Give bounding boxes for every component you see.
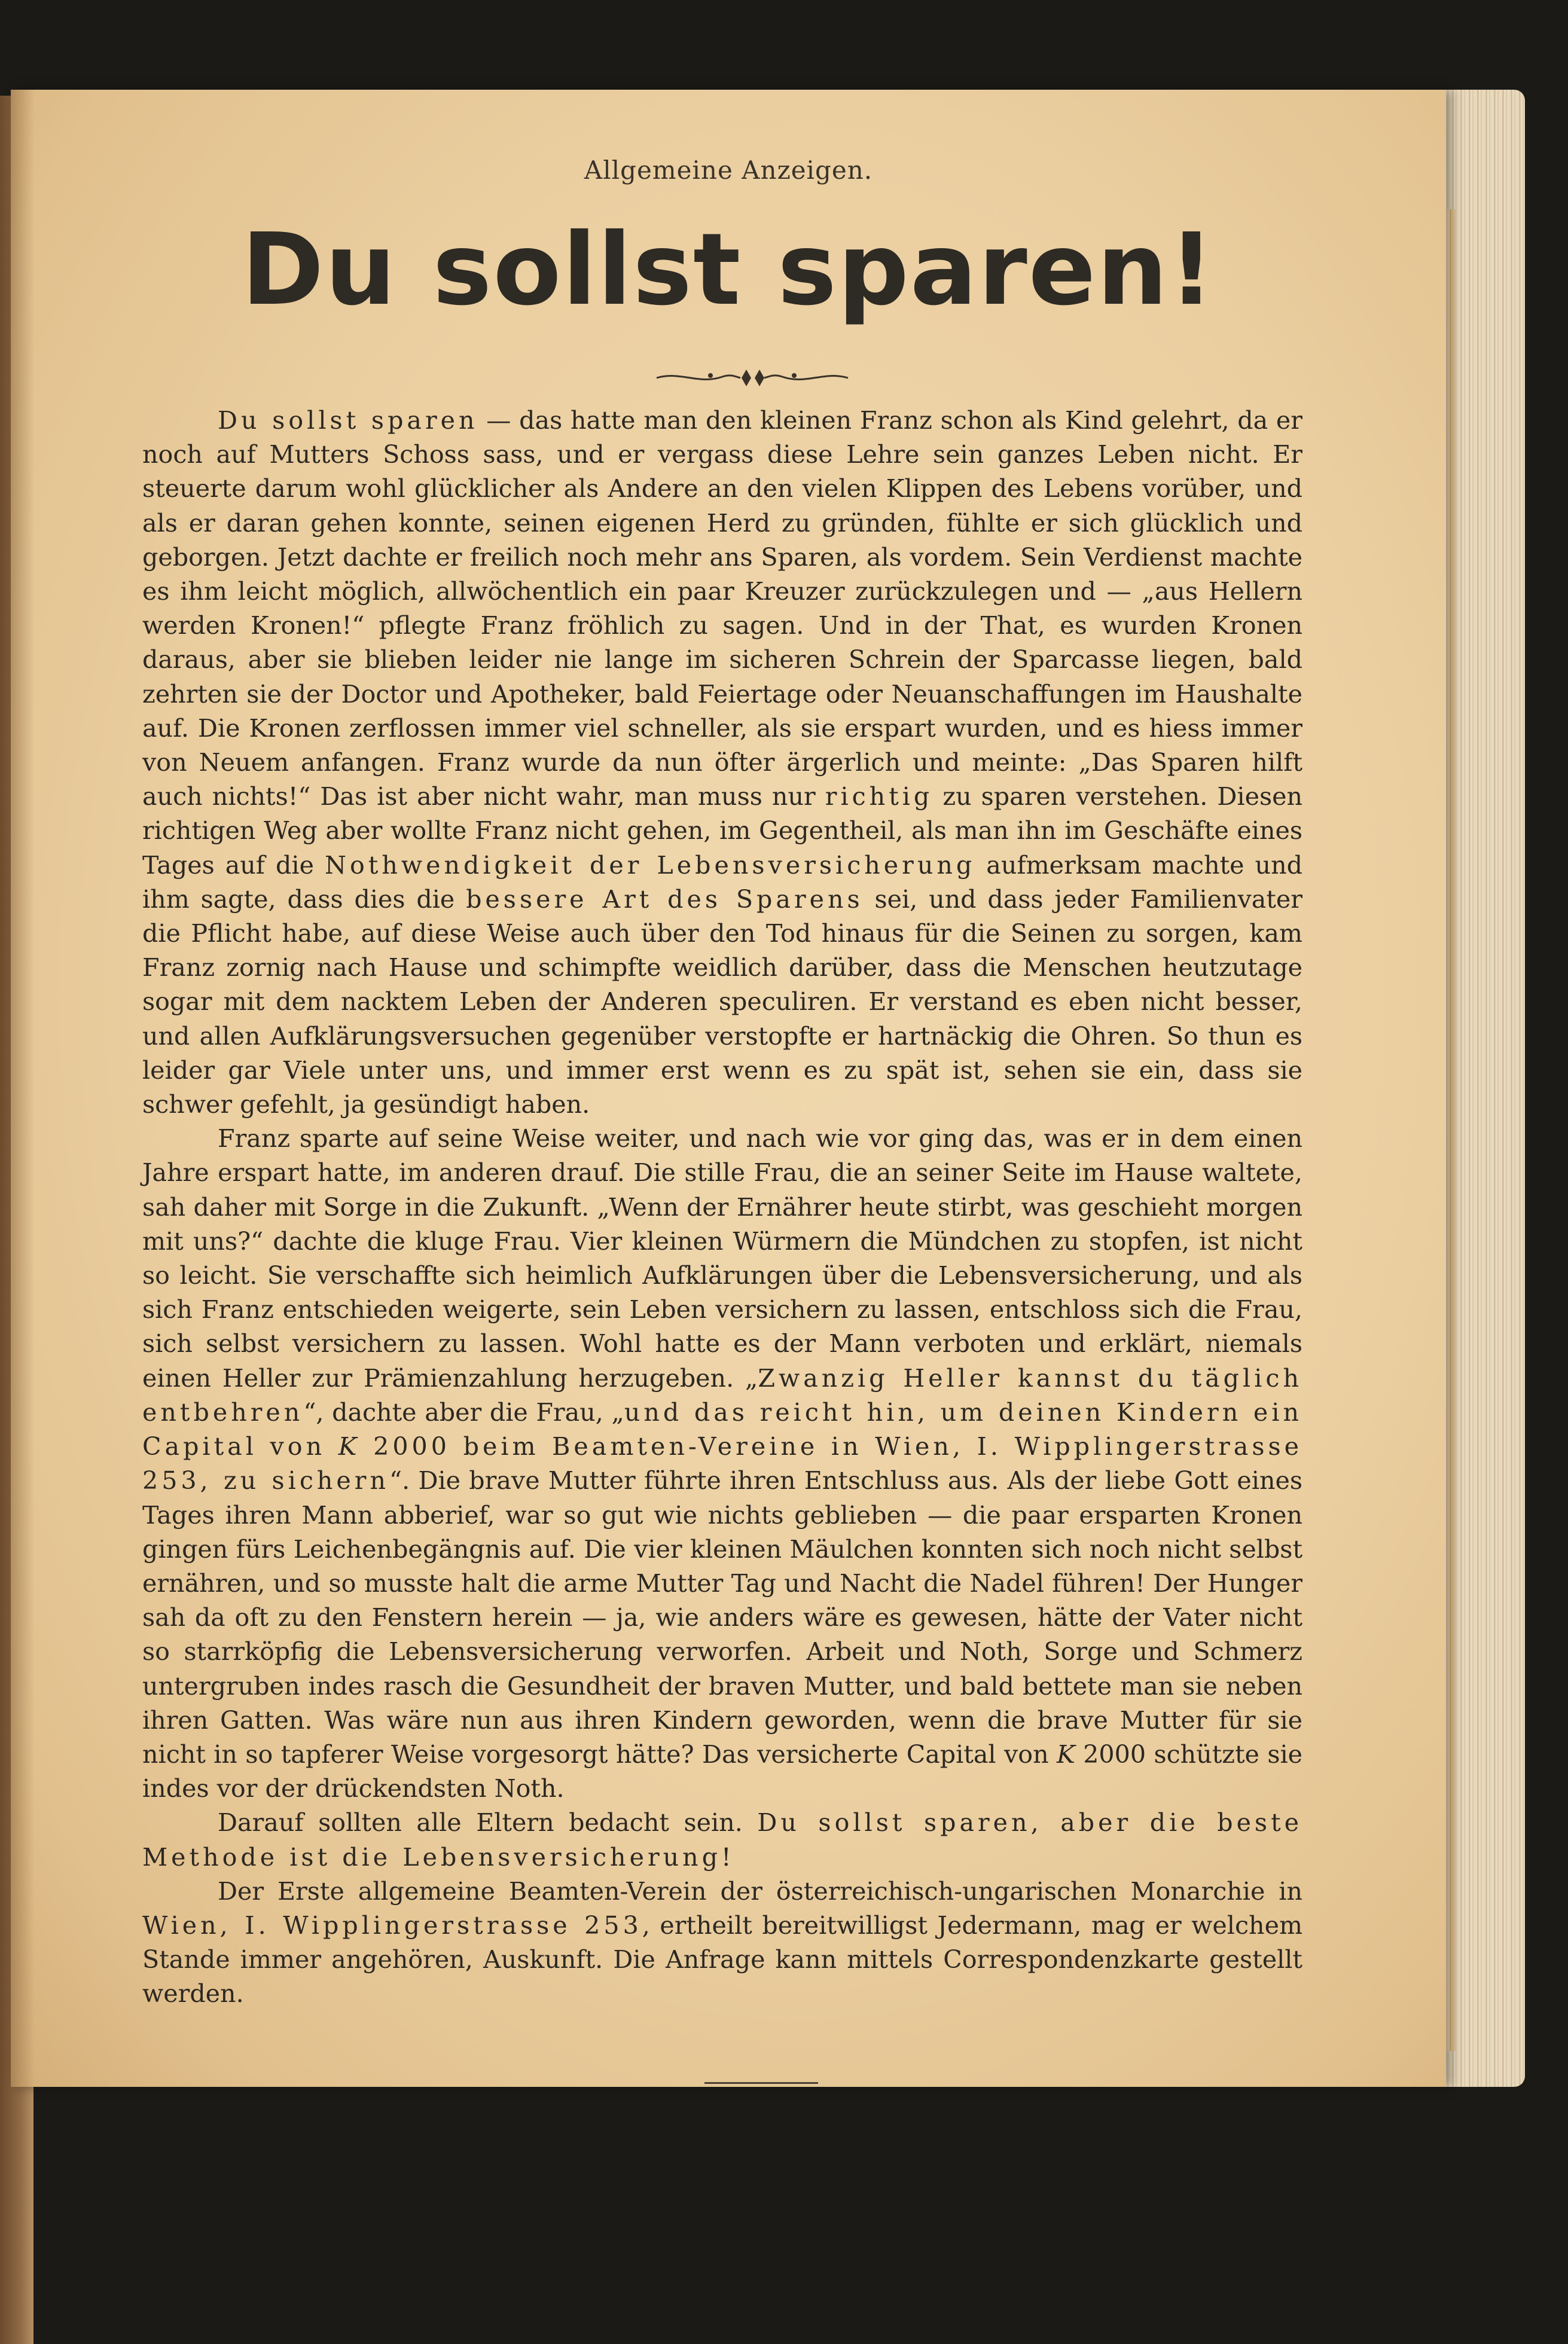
paragraph (142, 404, 1302, 1122)
body-text-run: “, dachte aber die Frau, „ (303, 1397, 624, 1427)
spaced-emphasis-text: 2000 beim Beamten-Vereine in Wien, I. Wipplingerstrasse 253, zu sichern (142, 1432, 1302, 1495)
spaced-emphasis-text: richtig (825, 782, 934, 811)
spaced-emphasis-text: Zwanzig Heller kannst du täglich entbehren (142, 1363, 1302, 1427)
end-rule (704, 2082, 818, 2084)
spaced-emphasis-text: K (338, 1432, 361, 1461)
body-text-run: — das hatte man den kleinen Franz schon als Kind gelehrt, da er noch auf Mutters Schoss sass, und er vergass diese Lehre sein ganzes Leben nicht. Er steuerte darum wohl glücklicher als Andere an den vielen Klippen des Lebens vorüber, und als er daran gehen konnte, seinen eigenen Herd zu gründen, fühlte er sich glücklich und geborgen. Jetzt dachte er freilich noch mehr ans Sparen, als vordem. Sein Verdienst machte es ihm leicht möglich, allwöchentlich ein paar Kreuzer zurückzulegen und — „aus Hellern werden Kronen!“ pflegte Franz fröhlich zu sagen. Und in der That, es wurden Kronen daraus, aber sie blieben leider nie lange im sicheren Schrein der Sparcasse liegen, bald zehrten sie der Doctor und Apotheker, bald Feiertage oder Neuanschaffungen im Haushalte auf. Die Kronen zerflossen immer viel schneller, als sie erspart wurden, und es hiess immer von Neuem anfangen. Franz wurde da nun öfter ärgerlich und meinte: „Das Sparen hilft auch nichts!“ Das ist aber nicht wahr, man muss nur (142, 406, 1302, 811)
article-body (142, 404, 1302, 2012)
body-text-run: Der Erste allgemeine Beamten-Verein der österreichisch-ungarischen Monarchie in (218, 1876, 1302, 1906)
body-text-run: K (1057, 1739, 1075, 1769)
spaced-emphasis-text: bessere Art des Sparens (466, 884, 864, 914)
spaced-emphasis-text: und das reicht hin, um deinen Kindern ein Capital von (142, 1397, 1302, 1461)
headline: Du sollst sparen! (241, 212, 1216, 328)
body-text-run: “. Die brave Mutter führte ihren Entschluss aus. Als der liebe Gott eines Tages ihren Mann abberief, war so gut wie nichts geblieben — die paar ersparten Kronen gingen fürs Leichenbegängnis auf. Die vier kleinen Mäulchen konnten sich noch nicht selbst ernähren, und so musste halt die arme Mutter Tag und Nacht die Nadel führen! Der Hunger sah da oft zu den Fenstern herein — ja, wie anders wäre es gewesen, hätte der Vater nicht so starrköpfig die Lebensversicherung verworfen. Arbeit und Noth, Sorge und Schmerz untergruben indes rasch die Gesundheit der braven Mutter, und bald bettete man sie neben ihren Gatten. Was wäre nun aus ihren Kindern geworden, wenn die brave Mutter für sie nicht in so tapferer Weise vorgesorgt hätte? Das versicherte Capital von (142, 1466, 1302, 1769)
ornament-divider-icon (645, 359, 860, 395)
body-text-run: Darauf sollten alle Eltern bedacht sein. (218, 1808, 758, 1838)
paragraph (142, 1122, 1302, 1806)
spaced-emphasis-text: Wien, I. Wipplingerstrasse 253 (142, 1910, 642, 1940)
page-fold-shadow (1447, 209, 1456, 2051)
section-header: Allgemeine Anzeigen. (584, 155, 873, 185)
body-text-run: , ertheilt bereitwilligst Jedermann, mag er welchem Stande immer angehören, Auskunft. Die Anfrage kann mittels Correspondenzkarte gestellt werden. (142, 1910, 1302, 2009)
body-text-run: sei, und dass jeder Familienvater die Pflicht habe, auf diese Weise auch über den Tod hinaus für die Seinen zu sorgen, kam Franz zornig nach Hause und schimpfte weidlich darüber, dass die Menschen heutzutage sogar mit dem nacktem Leben der Anderen speculiren. Er verstand es eben nicht besser, und allen Aufklärungsversuchen gegenüber verstopfte er hartnäckig die Ohren. So thun es leider gar Viele unter uns, und immer erst wenn es zu spät ist, sehen sie ein, dass sie schwer gefehlt, ja gesündigt haben. (142, 884, 1302, 1119)
body-text-run: aufmerksam machte und ihm sagte, dass dies die (142, 850, 1302, 914)
body-text-run: Franz sparte auf seine Weise weiter, und nach wie vor ging das, was er in dem einen Jahre erspart hatte, im anderen drauf. Die stille Frau, die an seiner Seite im Hause waltete, sah daher mit Sorge in die Zukunft. „Wenn der Ernährer heute stirbt, was geschieht morgen mit uns?“ dachte die kluge Frau. Vier kleinen Würmern die Mündchen zu stopfen, ist nicht so leicht. Sie verschaffte sich heimlich Aufklärungen über die Lebensversicherung, und als sich Franz entschieden weigerte, sein Leben versichern zu lassen, entschloss sich die Frau, sich selbst versichern zu lassen. Wohl hatte es der Mann verboten und erklärt, niemals einen Heller zur Prämienzahlung herzugeben. „ (142, 1124, 1302, 1393)
paragraph (142, 1806, 1302, 1874)
body-text-run: 2000 schützte sie indes vor der drückendsten Noth. (142, 1739, 1302, 1803)
document-page (11, 90, 1446, 2087)
spaced-emphasis-text: Du sollst sparen, aber die beste Methode ist die Lebensversicherung! (142, 1808, 1302, 1872)
body-text-run: zu sparen verstehen. Diesen richtigen Weg aber wollte Franz nicht gehen, im Gegentheil, als man ihn im Geschäfte eines Tages auf die (142, 782, 1302, 880)
paragraph (142, 1875, 1302, 2012)
spaced-emphasis-text: Du sollst sparen (218, 406, 478, 435)
spaced-emphasis-text: Nothwendigkeit der Lebensversicherung (324, 850, 976, 880)
